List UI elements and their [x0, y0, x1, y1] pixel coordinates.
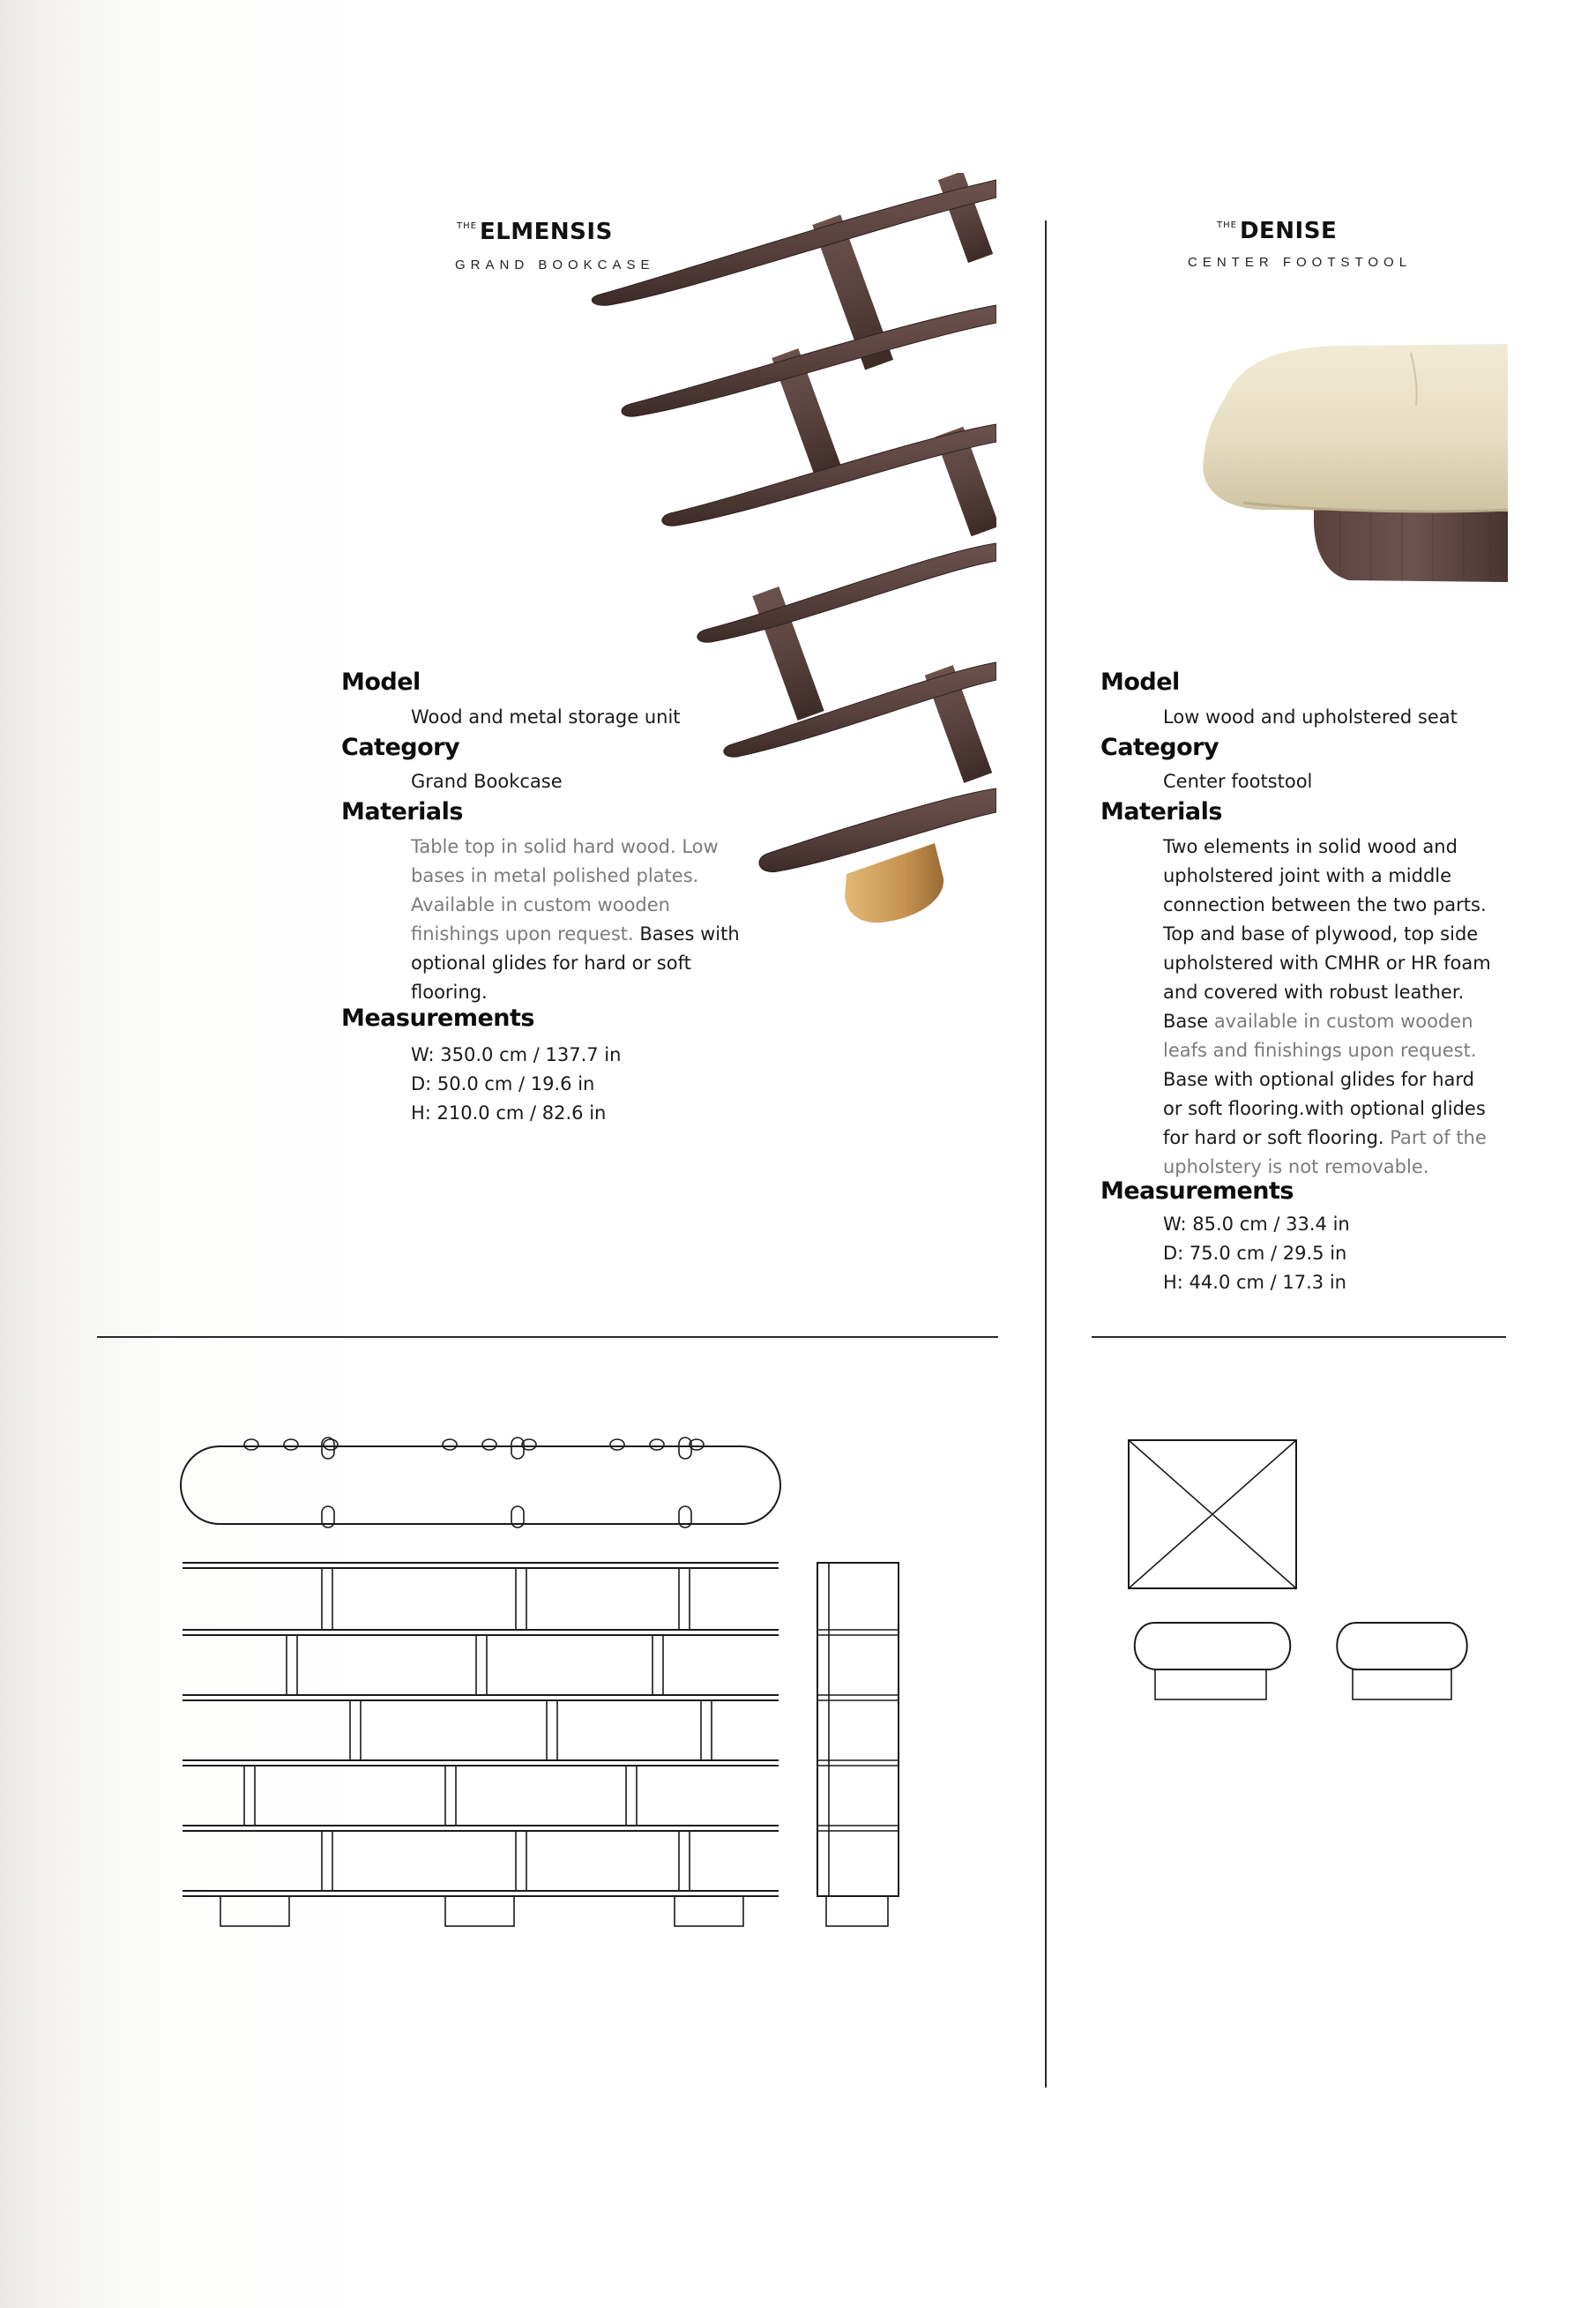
denise-category-label: Category [1100, 734, 1219, 761]
elmensis-measurements-label: Measurements [341, 1005, 534, 1032]
elmensis-model-value: Wood and metal storage unit [411, 706, 681, 728]
denise-title: DENISE [1239, 218, 1338, 244]
denise-model-value: Low wood and upholstered seat [1163, 706, 1458, 728]
measurement-width: W: 85.0 cm / 33.4 in [1163, 1214, 1350, 1235]
elmensis-technical-drawing [172, 1429, 913, 1931]
elmensis-materials-text [411, 833, 746, 1007]
denise-materials-line: for hard or soft flooring. [1163, 1127, 1391, 1148]
denise-materials-line: Top and base of plywood, top side [1163, 923, 1479, 945]
denise-model-label: Model [1100, 668, 1180, 696]
measurement-depth: D: 50.0 cm / 19.6 in [411, 1073, 595, 1094]
denise-materials-label: Materials [1100, 798, 1222, 825]
elmensis-category-label: Category [341, 734, 460, 761]
denise-materials-line: Two elements in solid wood and [1163, 836, 1458, 857]
elmensis-materials-line: Bases with [633, 923, 740, 945]
elmensis-materials-label: Materials [341, 798, 463, 825]
measurement-height: H: 210.0 cm / 82.6 in [411, 1102, 607, 1124]
denise-measurements-label: Measurements [1100, 1177, 1294, 1205]
denise-materials-line: Part of the [1390, 1127, 1487, 1148]
denise-materials-line: leafs and finishings upon request. [1163, 1040, 1477, 1061]
elmensis-materials-line: Table top in solid hard wood. Low [411, 836, 719, 857]
denise-materials-line: Base with optional glides for hard [1163, 1069, 1475, 1090]
elmensis-materials-line: optional glides for hard or soft [411, 952, 691, 974]
elmensis-photo [582, 173, 996, 931]
measurement-depth: D: 75.0 cm / 29.5 in [1163, 1243, 1347, 1264]
denise-category-value: Center footstool [1163, 771, 1313, 792]
left-horizontal-rule [97, 1336, 998, 1338]
denise-materials-line: upholstered joint with a middle [1163, 865, 1452, 886]
denise-materials-line: upholstered with CMHR or HR foam [1163, 952, 1491, 974]
elmensis-materials-line: Available in custom wooden [411, 894, 670, 915]
elmensis-materials-line: flooring. [411, 982, 488, 1003]
denise-materials-line: and covered with robust leather. [1163, 982, 1465, 1003]
measurement-height: H: 44.0 cm / 17.3 in [1163, 1272, 1346, 1293]
elmensis-the: THE [457, 221, 477, 231]
denise-materials-line: available in custom wooden [1213, 1011, 1473, 1032]
denise-header [1217, 218, 1337, 244]
denise-technical-drawing [1120, 1433, 1490, 1715]
center-divider [1045, 220, 1047, 2088]
denise-subtitle: CENTER FOOTSTOOL [1188, 255, 1413, 270]
denise-photo [1190, 335, 1508, 591]
elmensis-measurements [411, 1041, 621, 1128]
denise-measurements [1163, 1210, 1350, 1297]
elmensis-materials-line: bases in metal polished plates. [411, 865, 699, 886]
elmensis-subtitle: GRAND BOOKCASE [455, 258, 655, 273]
elmensis-title: ELMENSIS [479, 219, 613, 245]
right-horizontal-rule [1092, 1336, 1506, 1338]
elmensis-category-value: Grand Bookcase [411, 771, 563, 792]
denise-the: THE [1217, 220, 1237, 230]
elmensis-materials-line: finishings upon request. [411, 923, 634, 945]
denise-materials-line: connection between the two parts. [1163, 894, 1487, 915]
denise-materials-line: or soft flooring.with optional glides [1163, 1098, 1486, 1119]
elmensis-model-label: Model [341, 668, 421, 696]
measurement-width: W: 350.0 cm / 137.7 in [411, 1044, 622, 1065]
denise-materials-text [1163, 833, 1533, 1182]
denise-materials-line: Base [1163, 1011, 1214, 1032]
denise-materials-line: upholstery is not removable. [1163, 1156, 1429, 1177]
